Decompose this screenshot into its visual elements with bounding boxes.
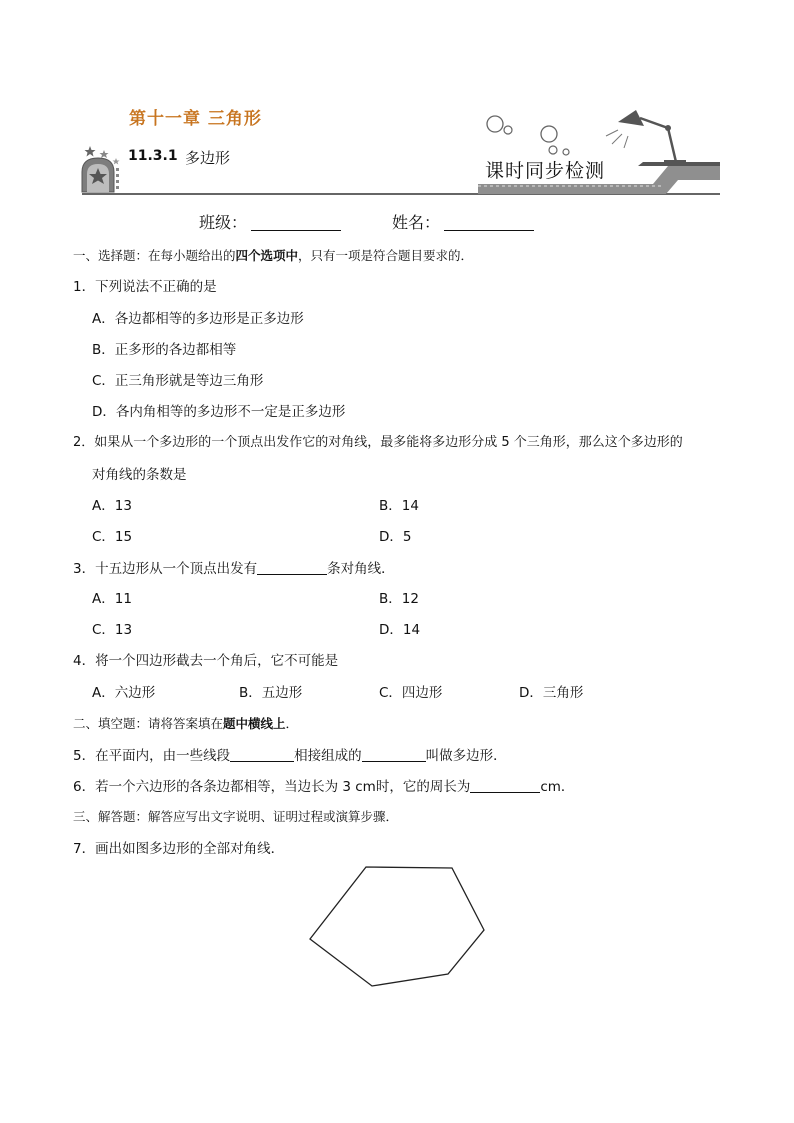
section-title: 多边形 xyxy=(185,149,231,167)
q3-answer-blank[interactable] xyxy=(257,560,327,575)
part2-heading-bold: 题中横线上 xyxy=(223,716,286,731)
q4-stem: 4．将一个四边形截去一个角后，它不可能是 xyxy=(73,653,339,669)
q1-option-d[interactable]: D．各内角相等的多边形不一定是正多边形 xyxy=(92,404,346,420)
section-number: 11.3.1 xyxy=(128,148,178,164)
q2-option-a[interactable]: A．13 xyxy=(92,498,132,514)
q5-middle: 相接组成的 xyxy=(294,748,362,764)
q5 xyxy=(73,747,507,764)
part2-heading xyxy=(73,716,298,732)
hexagon-shape xyxy=(310,867,484,986)
q5-answer-blank-2[interactable] xyxy=(362,747,426,762)
chapter-title: 第十一章 三角形 xyxy=(129,109,262,129)
q1-stem: 1．下列说法不正确的是 xyxy=(73,279,217,295)
q1-option-a[interactable]: A．各边都相等的多边形是正多边形 xyxy=(92,311,304,327)
name-label: 姓名： xyxy=(392,213,441,232)
q3-stem-before: 3．十五边形从一个顶点出发有 xyxy=(73,561,258,577)
q4-option-c[interactable]: C．四边形 xyxy=(379,685,443,701)
q2-stem-line1: 2．如果从一个多边形的一个顶点出发作它的对角线，最多能将多边形分成 5 个三角形，那么这个多边形的 xyxy=(73,435,683,450)
q4-option-a[interactable]: A．六边形 xyxy=(92,685,156,701)
desk-lamp-icon xyxy=(606,110,686,165)
part3-heading: 三、解答题：解答应写出文字说明、证明过程或演算步骤． xyxy=(73,809,399,824)
q4-option-d[interactable]: D．三角形 xyxy=(519,685,584,701)
name-blank[interactable] xyxy=(444,214,534,231)
part1-heading-bold: 四个选项中 xyxy=(235,248,299,263)
q6-after: cm． xyxy=(540,779,575,795)
class-label: 班级： xyxy=(199,213,248,232)
q4-option-b[interactable]: B．五边形 xyxy=(239,685,303,701)
q3-stem-after: 条对角线． xyxy=(327,561,395,577)
class-field xyxy=(199,210,341,233)
part1-heading-prefix: 一、选择题：在每小题给出的 xyxy=(73,248,236,263)
q2-option-d[interactable]: D．5 xyxy=(379,529,412,545)
part1-heading xyxy=(73,248,473,264)
name-field xyxy=(392,210,534,233)
part2-heading-prefix: 二、填空题：请将答案填在 xyxy=(73,716,224,731)
q5-before: 5．在平面内，由一些线段 xyxy=(73,748,231,764)
q6-before: 6．若一个六边形的各条边都相等，当边长为 3 cm时，它的周长为 xyxy=(73,779,471,795)
q6-answer-blank[interactable] xyxy=(470,778,540,793)
bubbles-decoration xyxy=(487,116,569,155)
q2-option-b[interactable]: B．14 xyxy=(379,498,419,514)
q7-stem: 7．画出如图多边形的全部对角线． xyxy=(73,841,285,857)
q3-option-d[interactable]: D．14 xyxy=(379,622,421,638)
banner-slogan: 课时同步检测 xyxy=(485,160,606,182)
star-medal-icon xyxy=(82,146,120,192)
hexagon-figure xyxy=(300,858,500,998)
q3-option-c[interactable]: C．13 xyxy=(92,622,133,638)
q1-option-b[interactable]: B．正多形的各边都相等 xyxy=(92,342,237,358)
q2-option-c[interactable]: C．15 xyxy=(92,529,133,545)
q2-stem-line2: 对角线的条数是 xyxy=(92,467,187,483)
q3-option-b[interactable]: B．12 xyxy=(379,591,419,607)
q6 xyxy=(73,778,574,795)
part2-heading-suffix: ． xyxy=(285,716,299,731)
part1-heading-suffix: ，只有一项是符合题目要求的． xyxy=(298,248,474,263)
q5-after: 叫做多边形． xyxy=(425,748,507,764)
q5-answer-blank-1[interactable] xyxy=(230,747,294,762)
q3-option-a[interactable]: A．11 xyxy=(92,591,132,607)
class-blank[interactable] xyxy=(251,214,341,231)
q3-stem xyxy=(73,560,395,577)
header-banner xyxy=(78,88,720,200)
q1-option-c[interactable]: C．正三角形就是等边三角形 xyxy=(92,373,264,389)
